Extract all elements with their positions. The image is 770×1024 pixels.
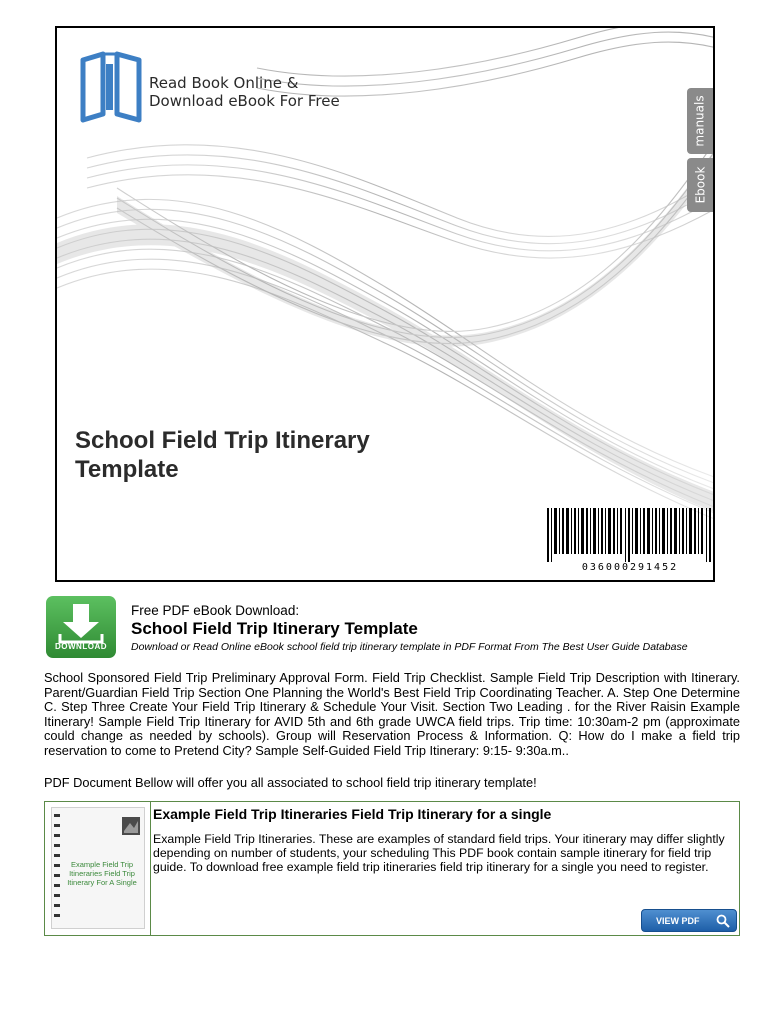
book-logo-icon xyxy=(77,46,147,126)
spiral-binding-icon xyxy=(54,814,62,926)
result-card xyxy=(44,801,740,936)
download-button-label: DOWNLOAD xyxy=(55,642,107,651)
view-pdf-label: VIEW PDF xyxy=(656,915,700,926)
download-header xyxy=(131,603,688,653)
download-subtitle: Download or Read Online eBook school field trip itinerary template in PDF Format From The Best User Guide Database xyxy=(131,641,688,653)
logo-text xyxy=(149,74,340,110)
side-tab-ebook-label: Ebook xyxy=(693,166,707,204)
ebook-cover xyxy=(55,26,715,582)
magnifier-icon xyxy=(716,914,730,928)
result-thumbnail-frame xyxy=(45,802,151,935)
thumbnail-corner-image xyxy=(122,817,140,835)
barcode-digits: 036000291452 xyxy=(581,562,679,573)
side-tabs xyxy=(687,88,713,216)
associated-note: PDF Document Bellow will offer you all associated to school field trip itinerary template! xyxy=(44,775,537,790)
barcode xyxy=(547,508,713,562)
cover-title: School Field Trip Itinerary Template xyxy=(75,427,370,483)
side-tab-manuals-label: manuals xyxy=(693,95,708,147)
side-tab-ebook xyxy=(687,158,713,212)
result-description: Example Field Trip Itineraries. These are examples of standard field trips. Your itinerary may differ slightly depending on number of students, your scheduling This PDF book contain sample itinerary for field trip guide. To download free example field trip itineraries field trip itinerary for a single you need to register. xyxy=(153,832,725,874)
result-thumbnail[interactable] xyxy=(51,807,145,929)
side-tab-manuals xyxy=(687,88,713,154)
download-kicker: Free PDF eBook Download: xyxy=(131,603,300,618)
download-title: School Field Trip Itinerary Template xyxy=(131,619,418,638)
result-title[interactable]: Example Field Trip Itineraries Field Trip Itinerary for a single xyxy=(153,806,552,822)
logo-line-2: Download eBook For Free xyxy=(149,92,340,110)
thumbnail-text: Example Field Trip Itineraries Field Trip Itinerary For A Single xyxy=(67,860,137,887)
view-pdf-button[interactable] xyxy=(641,909,737,932)
summary-paragraph: School Sponsored Field Trip Preliminary Approval Form. Field Trip Checklist. Sample Field Trip Description with Itinerary. Parent/Guardian Field Trip Section One Planning the World's Best Field Trip Coordinating Teacher. A. Step One Determine C. Step Three Create Your Field Trip Itinerary & Schedule Your Visit. Section Two Leading . for the River Raisin Example Itinerary! Sample Field Trip Itinerary for AVID 5th and 6th grade UWCA field trips. Trip time: 10:30am-2 pm (approximate could change as needed by schools). Group will Reservation Process & Information. Q: How do I make a field trip reservation to come to Pretend City? Sample Self-Guided Field Trip Itinerary: 9:15- 9:30a.m.. xyxy=(44,670,740,758)
wave-graphic xyxy=(57,28,715,582)
logo-line-1: Read Book Online & xyxy=(149,74,299,92)
